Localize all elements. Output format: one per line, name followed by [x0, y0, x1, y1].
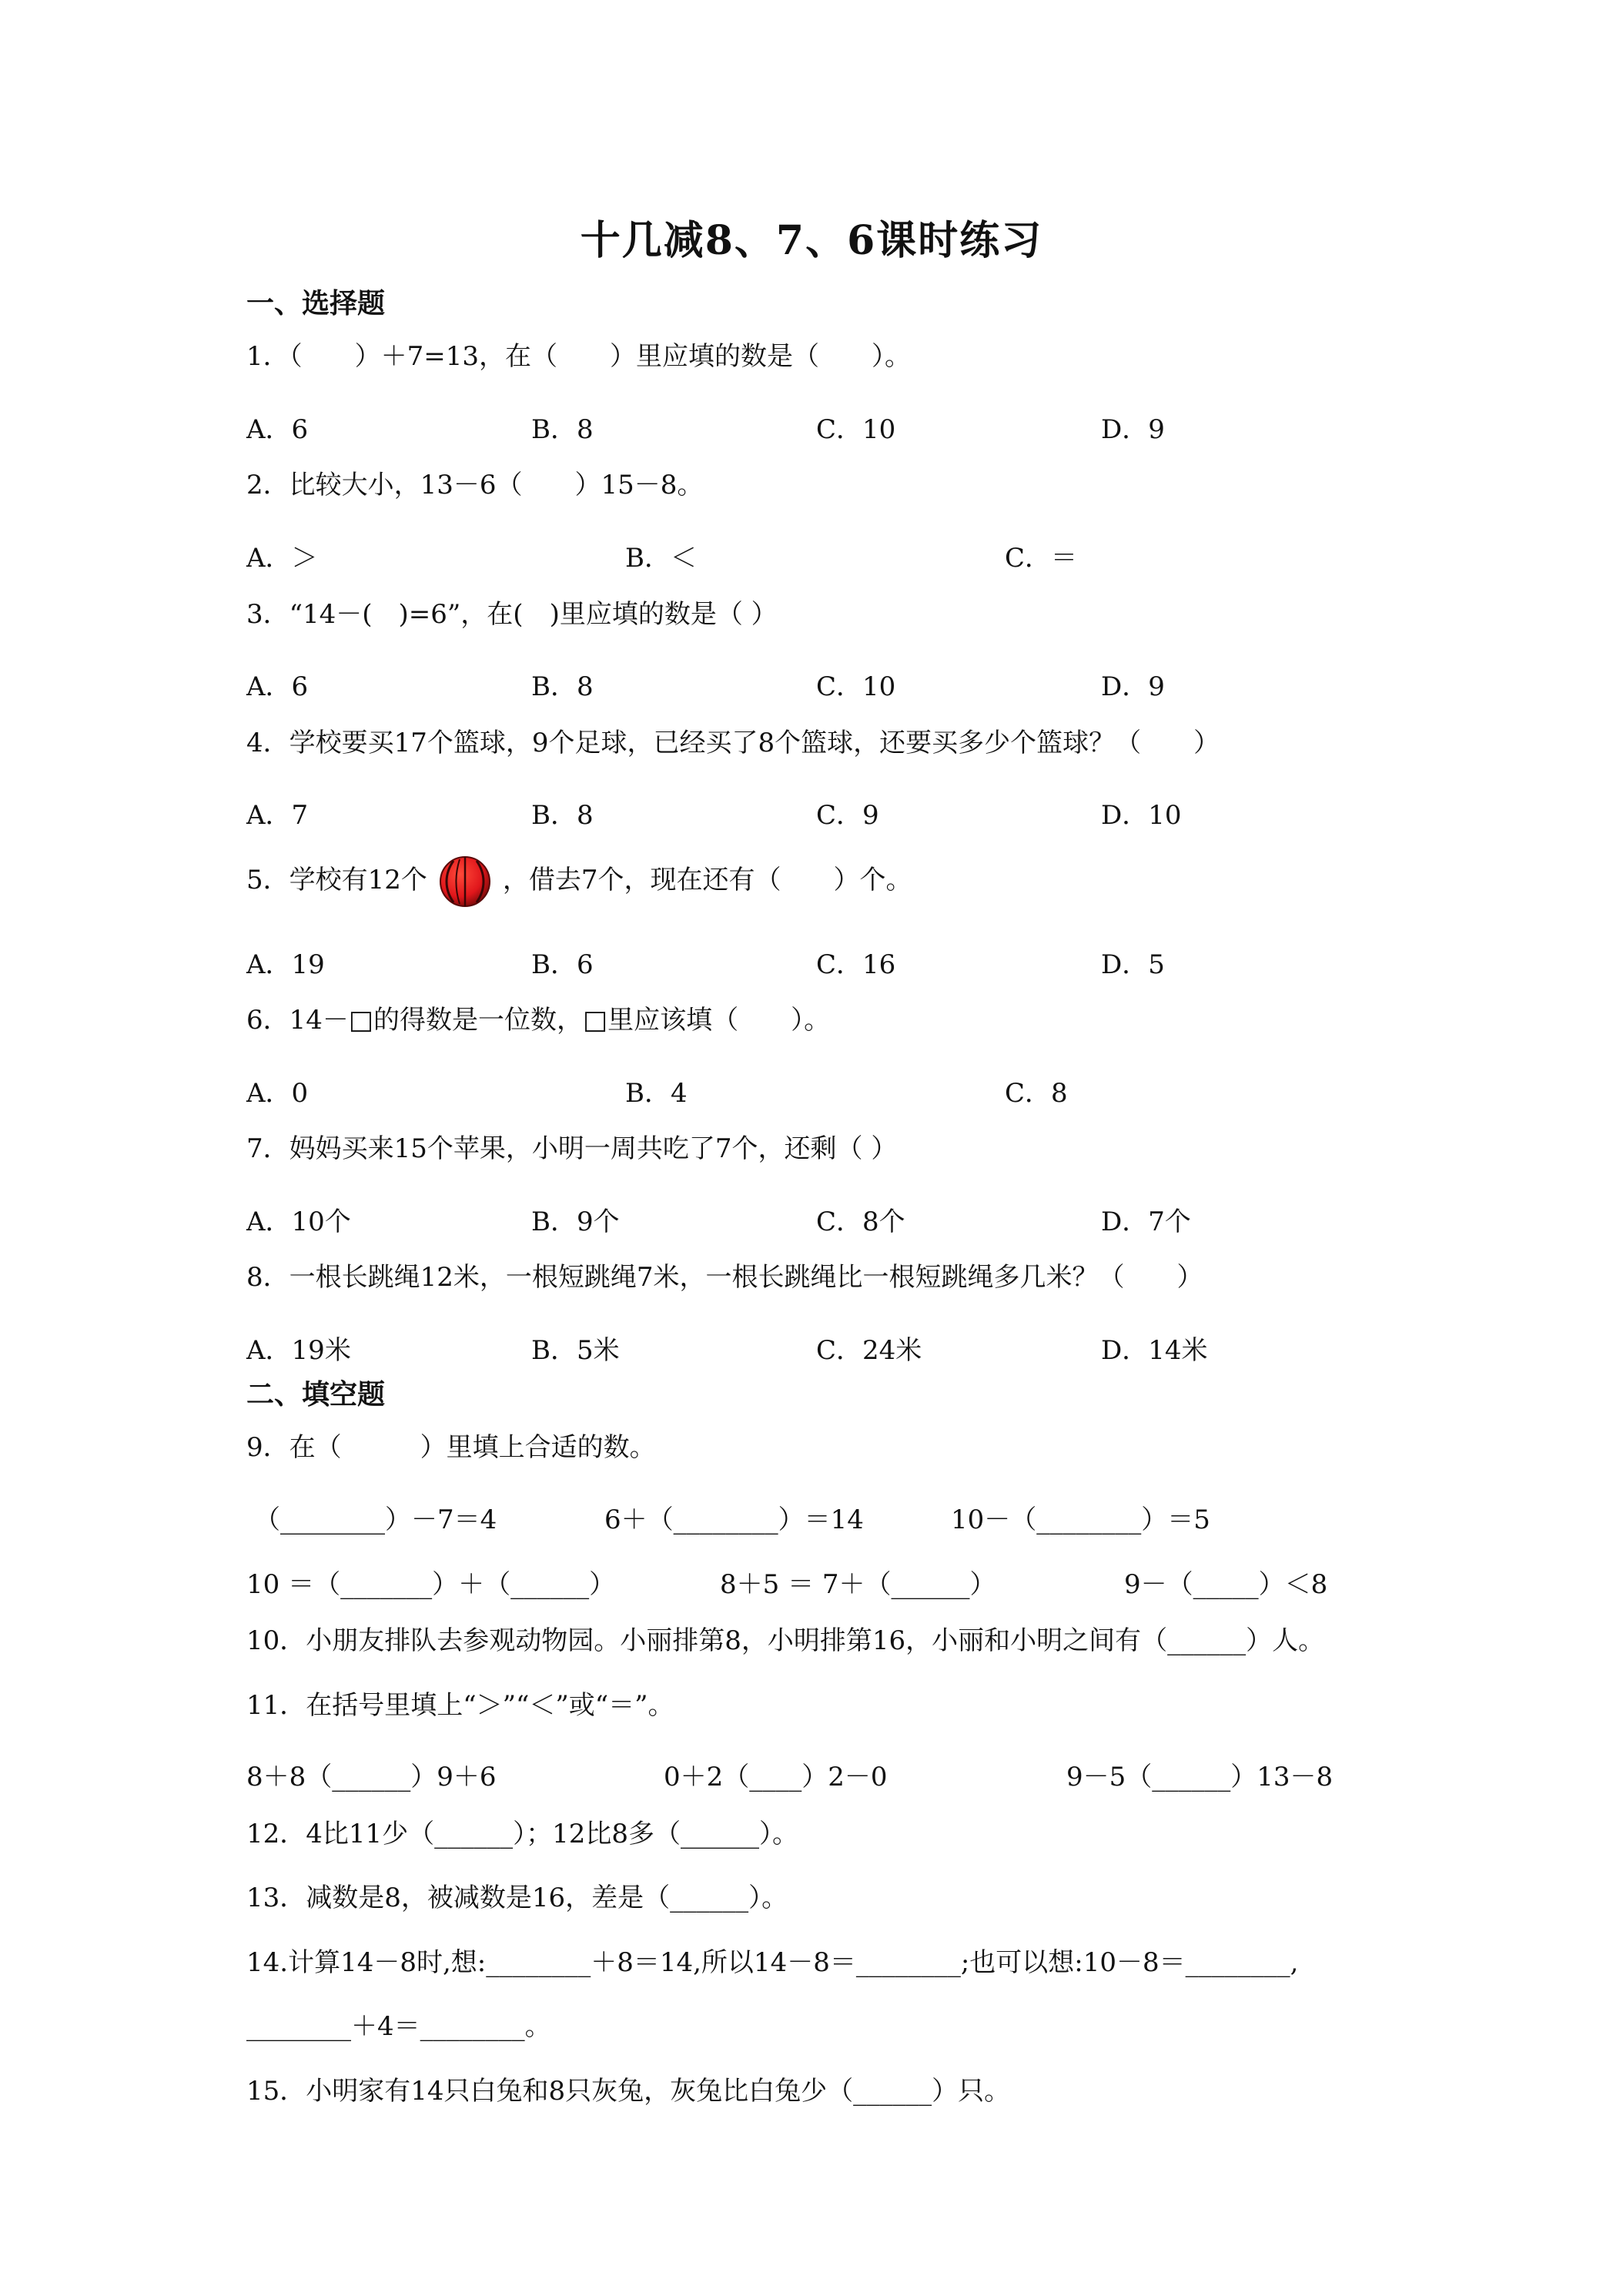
q11-compare-3[interactable]: 9－5（______）13－8	[1066, 1762, 1334, 1792]
q2-option-b[interactable]: B．＜	[625, 543, 697, 574]
q3-option-a[interactable]: A．6	[246, 671, 309, 702]
question-8: 8．一根长跳绳12米，一根短跳绳7米，一根长跳绳比一根短跳绳多几米？（ ）	[246, 1262, 1203, 1293]
q8-option-c[interactable]: C．24米	[816, 1335, 922, 1366]
q7-option-a[interactable]: A．10个	[246, 1207, 351, 1237]
question-3: 3．“14－( )=6”，在( )里应填的数是（ ）	[246, 599, 778, 630]
q6-option-b[interactable]: B．4	[625, 1078, 688, 1109]
q1-option-b[interactable]: B．8	[531, 414, 594, 445]
q11-compare-1[interactable]: 8＋8（______）9＋6	[246, 1762, 497, 1792]
question-11: 11．在括号里填上“＞”“＜”或“＝”。	[246, 1690, 674, 1721]
question-2: 2．比较大小，13－6（ ）15－8。	[246, 470, 704, 500]
q5-option-d[interactable]: D．5	[1101, 949, 1165, 980]
q2-option-a[interactable]: A．＞	[246, 543, 318, 574]
q9-blank-1[interactable]: （________）－7＝4	[254, 1504, 497, 1535]
question-1: 1．（ ）＋7=13，在（ ）里应填的数是（ ）。	[246, 341, 912, 372]
q4-option-c[interactable]: C．9	[816, 800, 879, 831]
q5-option-b[interactable]: B．6	[531, 949, 594, 980]
q9-blank-6[interactable]: 9－（_____）＜8	[1124, 1569, 1328, 1600]
question-13[interactable]: 13．减数是8，被减数是16，差是（______）。	[246, 1883, 788, 1913]
question-14-line-1[interactable]: 14.计算14－8时,想:________＋8＝14,所以14－8＝________;也可以想:10－8＝________,	[246, 1947, 1299, 1978]
q9-blank-3[interactable]: 10－（________）＝5	[951, 1504, 1210, 1535]
question-6: 6．14－□的得数是一位数，□里应该填（ ）。	[246, 1005, 831, 1036]
q9-blank-2[interactable]: 6＋（________）＝14	[604, 1504, 864, 1535]
question-10[interactable]: 10．小朋友排队去参观动物园。小丽排第8，小明排第16，小丽和小明之间有（______）人。	[246, 1625, 1325, 1656]
q5-option-a[interactable]: A．19	[246, 949, 325, 980]
q3-option-d[interactable]: D．9	[1101, 671, 1165, 702]
q8-option-a[interactable]: A．19米	[246, 1335, 351, 1366]
q9-blank-5[interactable]: 8＋5 ＝ 7＋（______）	[720, 1569, 996, 1600]
q7-option-b[interactable]: B．9个	[531, 1207, 620, 1237]
q7-option-d[interactable]: D．7个	[1101, 1207, 1191, 1237]
q4-option-b[interactable]: B．8	[531, 800, 594, 831]
question-15[interactable]: 15．小明家有14只白兔和8只灰兔，灰兔比白兔少（______）只。	[246, 2076, 1011, 2107]
question-5	[246, 855, 912, 909]
q1-option-a[interactable]: A．6	[246, 414, 309, 445]
question-14-line-2[interactable]: ________＋4＝________。	[246, 2011, 551, 2042]
q3-option-b[interactable]: B．8	[531, 671, 594, 702]
basketball-icon	[438, 855, 492, 909]
q3-option-c[interactable]: C．10	[816, 671, 896, 702]
q6-option-a[interactable]: A．0	[246, 1078, 309, 1109]
page-title: 十几减8、7、6课时练习	[580, 217, 1043, 264]
q6-option-c[interactable]: C．8	[1005, 1078, 1068, 1109]
question-9: 9．在（ ）里填上合适的数。	[246, 1432, 656, 1463]
section-heading-choice: 一、选择题	[246, 287, 386, 320]
section-heading-fill: 二、填空题	[246, 1378, 386, 1411]
q8-option-b[interactable]: B．5米	[531, 1335, 620, 1366]
q4-option-d[interactable]: D．10	[1101, 800, 1182, 831]
q2-option-c[interactable]: C．＝	[1005, 543, 1078, 574]
q1-option-d[interactable]: D．9	[1101, 414, 1165, 445]
q8-option-d[interactable]: D．14米	[1101, 1335, 1208, 1366]
q5-text-after: ，借去7个，现在还有（ ）个。	[502, 865, 912, 895]
q9-blank-4[interactable]: 10 ＝（_______）＋（______）	[246, 1569, 616, 1600]
question-12[interactable]: 12．4比11少（______）；12比8多（______）。	[246, 1819, 799, 1849]
q1-option-c[interactable]: C．10	[816, 414, 896, 445]
q7-option-c[interactable]: C．8个	[816, 1207, 905, 1237]
q11-compare-2[interactable]: 0＋2（____）2－0	[664, 1762, 888, 1792]
question-7: 7．妈妈买来15个苹果，小明一周共吃了7个，还剩（ ）	[246, 1133, 898, 1164]
q5-text-before: 5．学校有12个	[246, 865, 427, 895]
q5-option-c[interactable]: C．16	[816, 949, 896, 980]
q4-option-a[interactable]: A．7	[246, 800, 309, 831]
question-4: 4．学校要买17个篮球，9个足球，已经买了8个篮球，还要买多少个篮球？（ ）	[246, 728, 1220, 758]
